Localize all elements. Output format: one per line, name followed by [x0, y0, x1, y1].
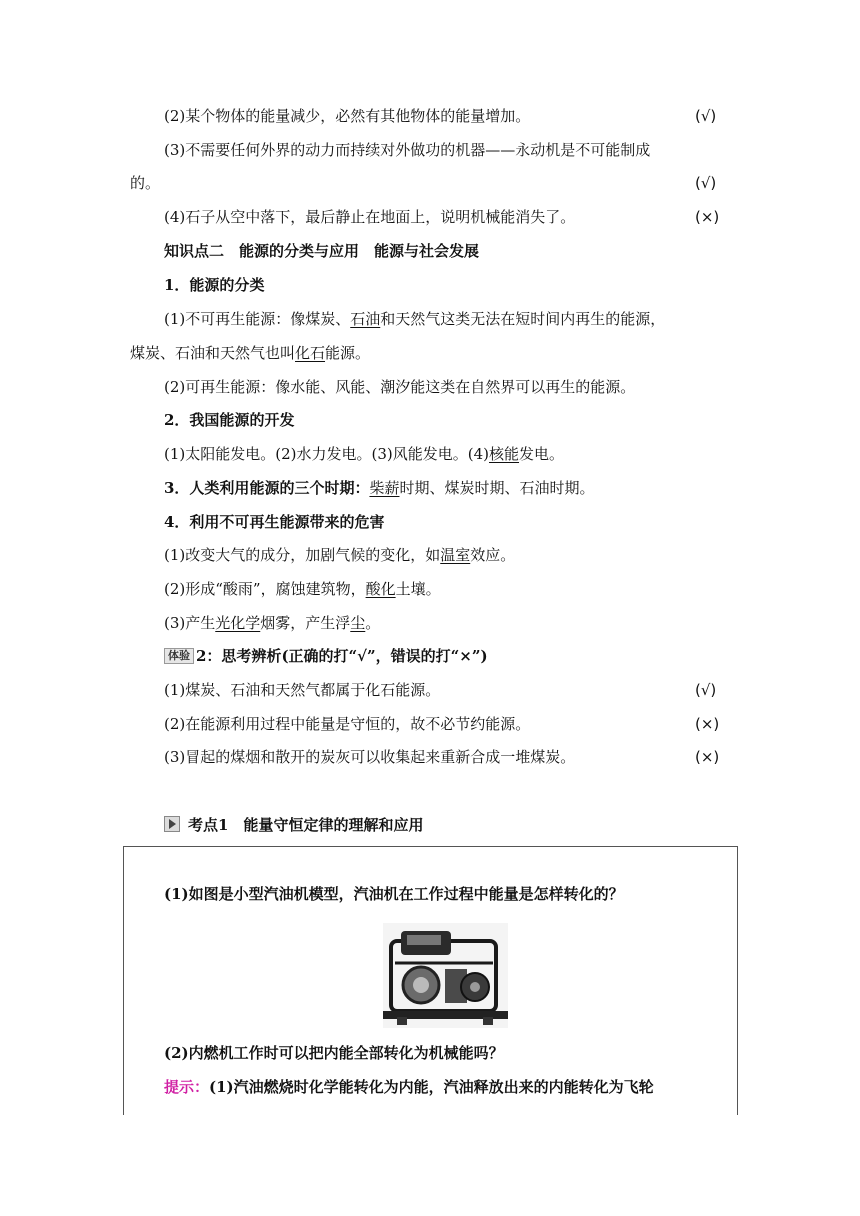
exercise-item-1-mark: (√)	[695, 681, 717, 699]
hazard-1	[164, 545, 515, 565]
text-span: 土壤。	[395, 580, 441, 598]
play-triangle-icon	[164, 816, 180, 832]
exercise-item-1: (1)煤炭、石油和天然气都属于化石能源。	[164, 681, 441, 699]
exercise-item-3: (3)冒起的煤烟和散开的炭灰可以收集起来重新合成一堆煤炭。	[164, 748, 576, 766]
text-span: 时期、煤炭时期、石油时期。	[399, 479, 595, 497]
exercise-title: 2：思考辨析(正确的打“√”，错误的打“×”)	[196, 647, 488, 665]
blank-answer: 酸化	[365, 580, 396, 598]
text-span: (2)形成“酸雨”，腐蚀建筑物，	[164, 580, 366, 598]
check-item-2-text: (2)某个物体的能量减少，必然有其他物体的能量增加。	[164, 107, 531, 125]
section-heading: 知识点二 能源的分类与应用 能源与社会发展	[164, 242, 480, 260]
check-item-2-mark: (√)	[695, 107, 717, 125]
development-heading: 2．我国能源的开发	[164, 411, 295, 429]
blank-answer: 柴薪	[369, 479, 400, 497]
blank-answer: 尘	[350, 614, 366, 632]
classification-heading: 1．能源的分类	[164, 276, 265, 294]
hazard-2	[164, 579, 441, 599]
kaodian-title: 考点1 能量守恒定律的理解和应用	[188, 816, 424, 834]
check-item-4: (4)石子从空中落下，最后静止在地面上，说明机械能消失了。	[164, 208, 576, 226]
check-item-4-mark: (×)	[695, 208, 720, 226]
blank-answer: 化石	[295, 344, 326, 362]
gasoline-engine-image	[383, 923, 508, 1028]
tip-label: 提示：	[164, 1078, 210, 1096]
text-span: (1)改变大气的成分，加剧气候的变化，如	[164, 546, 441, 564]
exercise-heading	[164, 646, 488, 666]
text-span: 效应。	[470, 546, 516, 564]
text-span: 和天然气这类无法在短时间内再生的能源，	[380, 310, 666, 328]
hazard-3	[164, 613, 380, 633]
check-item-3-line1: (3)不需要任何外界的动力而持续对外做功的机器——永动机是不可能制成	[164, 141, 651, 159]
question-2: (2)内燃机工作时可以把内能全部转化为机械能吗？	[164, 1044, 504, 1062]
question-1: (1)如图是小型汽油机模型，汽油机在工作过程中能量是怎样转化的？	[164, 885, 624, 903]
text-span: 煤炭、石油和天然气也叫	[130, 344, 296, 362]
tip-text: (1)汽油燃烧时化学能转化为内能，汽油释放出来的内能转化为飞轮	[209, 1078, 654, 1096]
hazards-heading: 4．利用不可再生能源带来的危害	[164, 513, 385, 531]
blank-answer: 温室	[440, 546, 471, 564]
periods-line	[164, 478, 594, 498]
exercise-item-2-mark: (×)	[695, 715, 720, 733]
blank-answer: 光化学	[215, 614, 261, 632]
check-item-3-mark: (√)	[695, 174, 717, 192]
text-span: (3)产生	[164, 614, 216, 632]
text-span: 烟雾，产生浮	[260, 614, 351, 632]
blank-answer: 核能	[489, 445, 520, 463]
development-list	[164, 444, 564, 464]
periods-label: 3．人类利用能源的三个时期：	[164, 479, 370, 497]
text-span: (1)不可再生能源：像煤炭、	[164, 310, 351, 328]
blank-answer: 石油	[350, 310, 381, 328]
classification-p1-line2	[130, 343, 370, 363]
exercise-item-2: (2)在能源利用过程中能量是守恒的，故不必节约能源。	[164, 715, 531, 733]
text-span: 。	[365, 614, 381, 632]
text-span: 发电。	[519, 445, 565, 463]
classification-p2: (2)可再生能源：像水能、风能、潮汐能这类在自然界可以再生的能源。	[164, 378, 636, 396]
exercise-item-3-mark: (×)	[695, 748, 720, 766]
text-span: 能源。	[325, 344, 371, 362]
kaodian-heading	[164, 815, 423, 835]
text-span: (1)太阳能发电。(2)水力发电。(3)风能发电。(4)	[164, 445, 489, 463]
classification-p1-line1	[164, 309, 665, 329]
check-item-3-line2: 的。	[130, 174, 161, 192]
tiyan-badge: 体验	[164, 648, 194, 664]
tip-line	[164, 1077, 654, 1097]
check-item-2	[164, 106, 530, 126]
